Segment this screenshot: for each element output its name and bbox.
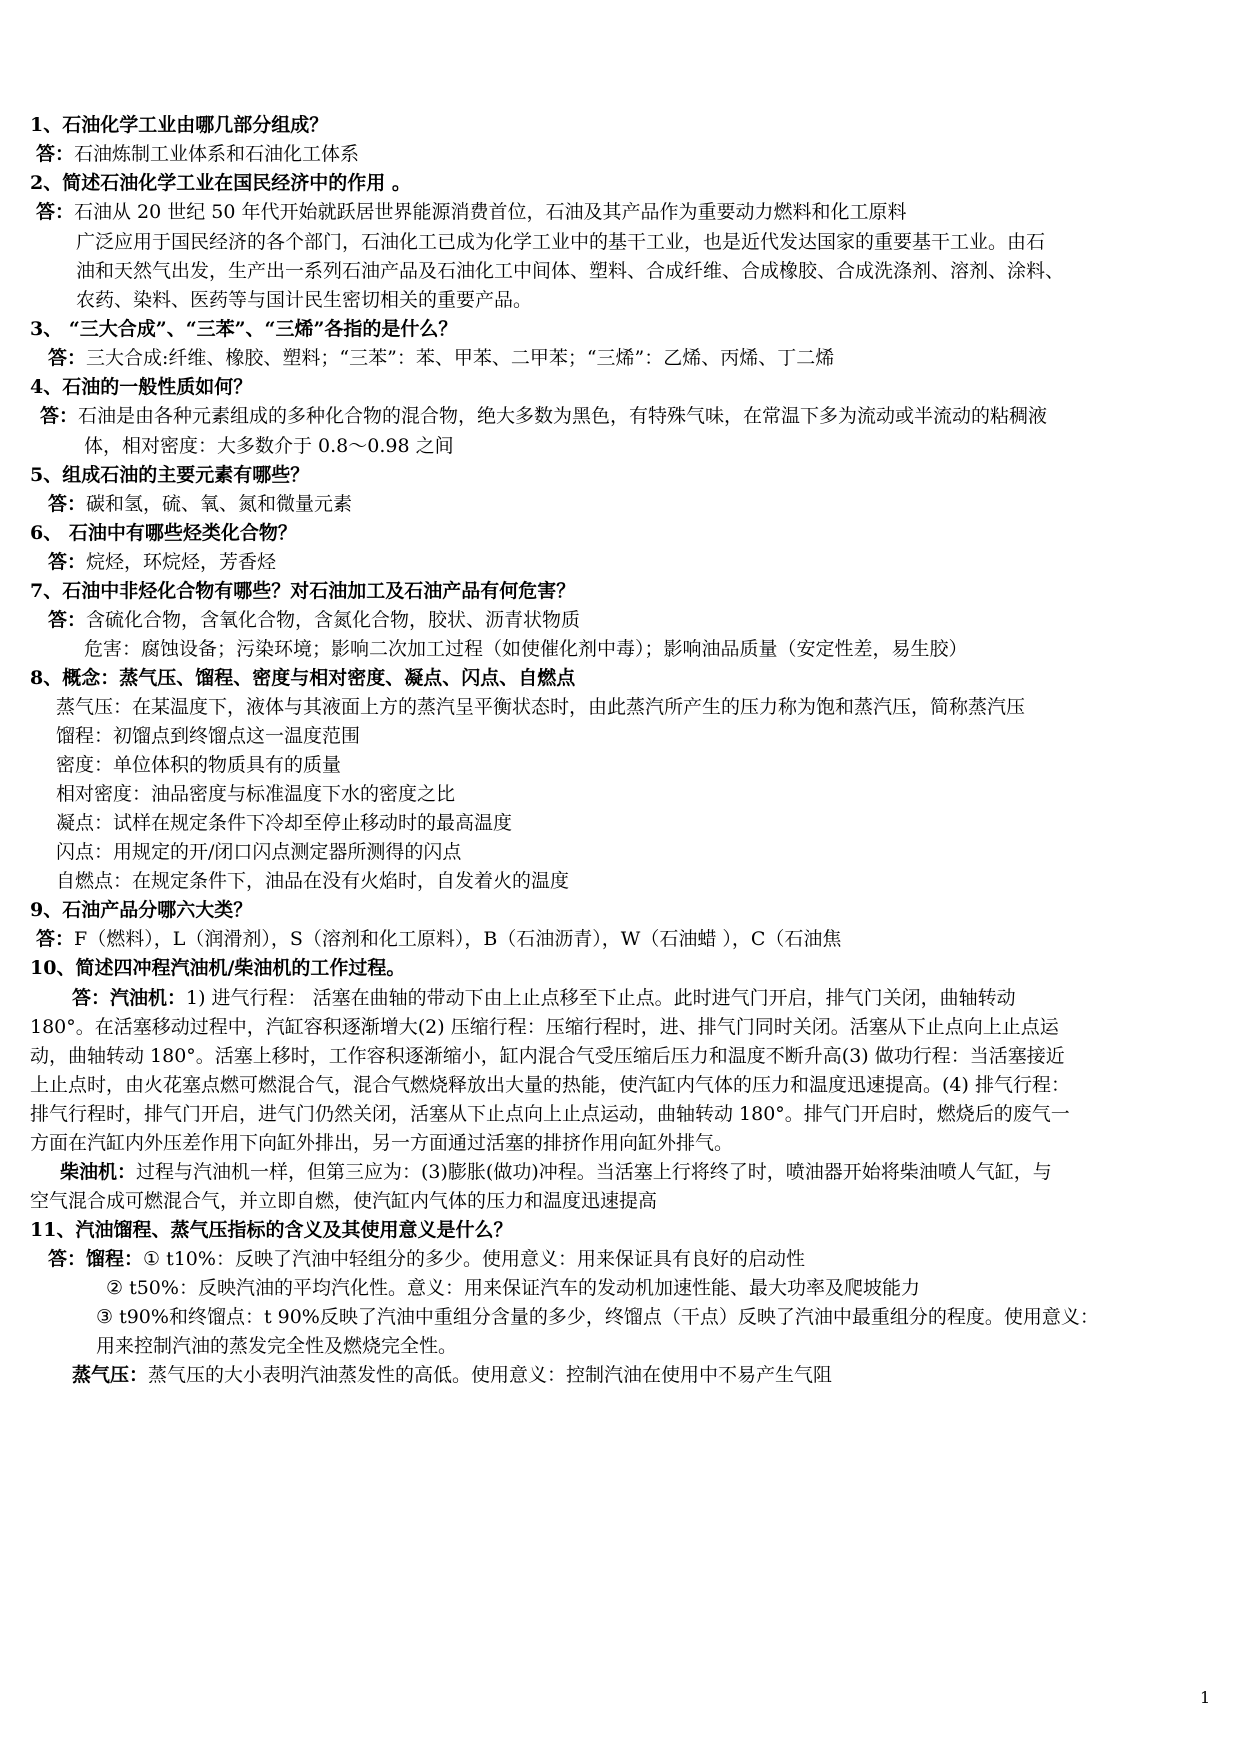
- line-text: 相对密度：油品密度与标准温度下水的密度之比: [56, 783, 456, 805]
- line-text: 含硫化合物，含氧化合物，含氮化合物，胶状、沥青状物质: [86, 609, 581, 631]
- line-text: 闪点：用规定的开/闭口闪点测定器所测得的闪点: [56, 841, 462, 863]
- line-text: 石油炼制工业体系和石油化工体系: [74, 143, 360, 165]
- question-line: [30, 665, 575, 691]
- answer-label: 蒸气压：: [72, 1364, 149, 1386]
- question-line: [30, 897, 252, 923]
- line-text: 石油是由各种元素组成的多种化合物的混合物，绝大多数为黑色，有特殊气味，在常温下多为流动或半流动的粘稠液: [78, 405, 1048, 427]
- answer-line: [76, 229, 1045, 255]
- answer-line: [56, 752, 341, 778]
- line-text: ③ t90%和终馏点：t 90%反映了汽油中重组分含量的多少，终馏点（干点）反映了汽油中最重组分的程度。使用意义：: [96, 1306, 1099, 1328]
- answer-line: [84, 433, 454, 459]
- line-text: 11、汽油馏程、蒸气压指标的含义及其使用意义是什么？: [30, 1219, 513, 1241]
- answer-label: 答：: [36, 928, 75, 950]
- line-text: 密度：单位体积的物质具有的质量: [56, 754, 342, 776]
- line-text: 广泛应用于国民经济的各个部门，石油化工已成为化学工业中的基干工业，也是近代发达国家的重要基干工业。由石: [76, 231, 1046, 253]
- answer-line: [48, 1246, 805, 1272]
- line-text: 1) 进气行程： 活塞在曲轴的带动下由上止点移至下止点。此时进气门开启，排气门关闭，曲轴转动: [186, 987, 1016, 1009]
- question-line: [30, 316, 457, 342]
- answer-line: [30, 1188, 657, 1214]
- answer-line: [48, 549, 276, 575]
- answer-line: [56, 839, 461, 865]
- answer-line: [96, 1304, 1099, 1330]
- line-text: 10、简述四冲程汽油机/柴油机的工作过程。: [30, 957, 406, 979]
- line-text: 5、组成石油的主要元素有哪些？: [30, 464, 310, 486]
- line-text: 2、简述石油化学工业在国民经济中的作用 。: [30, 172, 411, 194]
- line-text: ② t50%：反映汽油的平均汽化性。意义：用来保证汽车的发动机加速性能、最大功率及爬坡能力: [106, 1277, 920, 1299]
- line-text: 180°。在活塞移动过程中，汽缸容积逐渐增大(2) 压缩行程：压缩行程时，进、排气门同时关闭。活塞从下止点向上止点运: [30, 1016, 1059, 1038]
- answer-label: 答：: [48, 347, 87, 369]
- question-line: [30, 170, 411, 196]
- answer-line: [72, 1362, 832, 1388]
- answer-line: [30, 1043, 1065, 1069]
- line-text: 用来控制汽油的蒸发完全性及燃烧完全性。: [96, 1335, 458, 1357]
- answer-label: 答：: [48, 609, 87, 631]
- line-text: 自燃点：在规定条件下，油品在没有火焰时，自发着火的温度: [56, 870, 570, 892]
- answer-line: [30, 1014, 1059, 1040]
- line-text: ① t10%：反映了汽油中轻组分的多少。使用意义：用来保证具有良好的启动性: [143, 1248, 805, 1270]
- answer-line: [76, 258, 1064, 284]
- question-line: [30, 578, 575, 604]
- question-line: [30, 955, 405, 981]
- line-text: 上止点时，由火花塞点燃可燃混合气，混合气燃烧释放出大量的热能，使汽缸内气体的压力和温度迅速提高。(4) 排气行程：: [30, 1074, 1070, 1096]
- answer-line: [56, 810, 512, 836]
- line-text: 蒸气压：在某温度下，液体与其液面上方的蒸汽呈平衡状态时，由此蒸汽所产生的压力称为饱和蒸汽压，简称蒸汽压: [56, 696, 1026, 718]
- line-text: 馏程：初馏点到终馏点这一温度范围: [56, 725, 361, 747]
- answer-line: [106, 1275, 920, 1301]
- answer-line: [84, 636, 968, 662]
- answer-line: [48, 607, 580, 633]
- answer-line: [96, 1333, 457, 1359]
- line-text: 三大合成:纤维、橡胶、塑料；“三苯”：苯、甲苯、二甲苯；“三烯”：乙烯、丙烯、丁二烯: [86, 347, 835, 369]
- answer-label: 答：: [36, 143, 75, 165]
- line-text: 排气行程时，排气门开启，进气门仍然关闭，活塞从下止点向上止点运动，曲轴转动 180°。排气门开启时，燃烧后的废气一: [30, 1103, 1070, 1125]
- line-text: 危害：腐蚀设备；污染环境；影响二次加工过程（如使催化剂中毒）；影响油品质量（安定性差，易生胶）: [84, 638, 968, 660]
- answer-line: [36, 141, 359, 167]
- answer-line: [30, 1072, 1070, 1098]
- answer-line: [36, 199, 907, 225]
- question-line: [30, 520, 297, 546]
- answer-line: [30, 1101, 1070, 1127]
- answer-label: 答：: [36, 201, 75, 223]
- page-number: 1: [1200, 1688, 1211, 1707]
- answer-line: [48, 345, 834, 371]
- line-text: 过程与汽油机一样，但第三应为：(3)膨胀(做功)冲程。当活塞上行将终了时，喷油器开始将柴油喷人气缸，与: [136, 1161, 1052, 1183]
- line-text: 凝点：试样在规定条件下冷却至停止移动时的最高温度: [56, 812, 513, 834]
- answer-label: 答：汽油机：: [72, 987, 187, 1009]
- line-text: 8、概念：蒸气压、馏程、密度与相对密度、凝点、闪点、自燃点: [30, 667, 576, 689]
- line-text: F（燃料），L（润滑剂），S（溶剂和化工原料），B（石油沥青），W（石油蜡 ），C（石油焦: [74, 928, 842, 950]
- line-text: 空气混合成可燃混合气，并立即自燃，使汽缸内气体的压力和温度迅速提高: [30, 1190, 658, 1212]
- line-text: 4、石油的一般性质如何？: [30, 376, 253, 398]
- line-text: 油和天然气出发，生产出一系列石油产品及石油化工中间体、塑料、合成纤维、合成橡胶、合成洗涤剂、溶剂、涂料、: [76, 260, 1065, 282]
- line-text: 动，曲轴转动 180°。活塞上移时，工作容积逐渐缩小，缸内混合气受压缩后压力和温度不断升高(3) 做功行程：当活塞接近: [30, 1045, 1065, 1067]
- answer-line: [56, 694, 1025, 720]
- line-text: 体，相对密度：大多数介于 0.8～0.98 之间: [84, 435, 454, 457]
- answer-line: [56, 781, 455, 807]
- line-text: 3、 “三大合成”、“三苯”、“三烯”各指的是什么？: [30, 318, 458, 340]
- answer-line: [76, 287, 532, 313]
- line-text: 农药、染料、医药等与国计民生密切相关的重要产品。: [76, 289, 533, 311]
- answer-line: [56, 723, 360, 749]
- line-text: 9、石油产品分哪六大类？: [30, 899, 253, 921]
- line-text: 石油从 20 世纪 50 年代开始就跃居世界能源消费首位，石油及其产品作为重要动力燃料和化工原料: [74, 201, 907, 223]
- line-text: 1、石油化学工业由哪几部分组成？: [30, 114, 329, 136]
- line-text: 蒸气压的大小表明汽油蒸发性的高低。使用意义：控制汽油在使用中不易产生气阻: [148, 1364, 833, 1386]
- answer-line: [40, 403, 1047, 429]
- answer-label: 答：: [48, 493, 87, 515]
- answer-line: [36, 926, 841, 952]
- line-text: 碳和氢，硫、氧、氮和微量元素: [86, 493, 353, 515]
- answer-line: [60, 1159, 1052, 1185]
- question-line: [30, 374, 252, 400]
- question-line: [30, 112, 328, 138]
- answer-label: 答：: [40, 405, 79, 427]
- answer-line: [56, 868, 569, 894]
- line-text: 6、 石油中有哪些烃类化合物？: [30, 522, 297, 544]
- answer-line: [30, 1130, 733, 1156]
- line-text: 烷烃，环烷烃，芳香烃: [86, 551, 277, 573]
- answer-label: 答：馏程：: [48, 1248, 144, 1270]
- answer-label: 答：: [48, 551, 87, 573]
- answer-label: 柴油机：: [60, 1161, 137, 1183]
- answer-line: [48, 491, 352, 517]
- question-line: [30, 462, 309, 488]
- line-text: 7、石油中非烃化合物有哪些？对石油加工及石油产品有何危害？: [30, 580, 576, 602]
- answer-line: [72, 985, 1016, 1011]
- line-text: 方面在汽缸内外压差作用下向缸外排出，另一方面通过活塞的排挤作用向缸外排气。: [30, 1132, 734, 1154]
- question-line: [30, 1217, 512, 1243]
